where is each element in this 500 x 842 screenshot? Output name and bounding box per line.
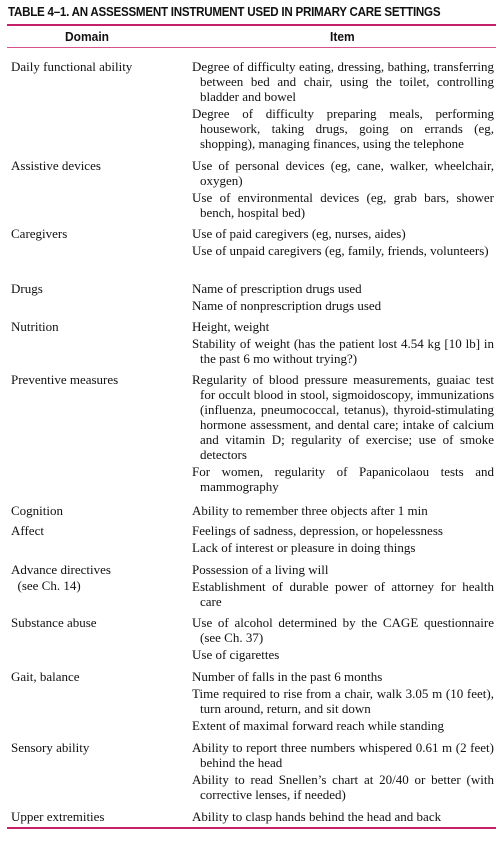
top-rule bbox=[7, 24, 496, 26]
row-domain: Sensory ability bbox=[11, 740, 90, 755]
row-item: Use of environmental devices (eg, grab bars, shower bench, hospital bed) bbox=[192, 190, 494, 220]
row-item: Ability to read Snellen’s chart at 20/40 or better (with corrective lenses, if needed) bbox=[192, 772, 494, 802]
row-domain: Substance abuse bbox=[11, 615, 97, 630]
row-domain: Drugs bbox=[11, 281, 43, 296]
row-item: Height, weight bbox=[192, 319, 270, 334]
row-items bbox=[192, 809, 494, 826]
row-item: Time required to rise from a chair, walk 3.05 m (10 feet), turn around, return, and sit down bbox=[192, 686, 494, 716]
row-item: Establishment of durable power of attorney for health care bbox=[192, 579, 494, 609]
row-item: Number of falls in the past 6 months bbox=[192, 669, 383, 684]
row-domain: Affect bbox=[11, 523, 44, 538]
row-item: Feelings of sadness, depression, or hopelessness bbox=[192, 523, 443, 538]
row-item: Ability to clasp hands behind the head and back bbox=[192, 809, 442, 824]
row-items bbox=[192, 59, 494, 153]
row-item: Use of unpaid caregivers (eg, family, friends, volunteers) bbox=[192, 243, 489, 258]
row-items bbox=[192, 226, 494, 260]
row-item: Use of cigarettes bbox=[192, 647, 280, 662]
row-items bbox=[192, 319, 494, 368]
row-item: Degree of difficulty preparing meals, performing housework, taking drugs, going on errands (eg, shopping), managing finances, using the telephone bbox=[192, 106, 494, 151]
row-items bbox=[192, 669, 494, 735]
table-title: TABLE 4–1. AN ASSESSMENT INSTRUMENT USED IN PRIMARY CARE SETTINGS bbox=[8, 5, 441, 20]
row-domain: Preventive measures bbox=[11, 372, 119, 387]
row-item: Use of alcohol determined by the CAGE questionnaire (see Ch. 37) bbox=[192, 615, 494, 645]
row-item: Lack of interest or pleasure in doing things bbox=[192, 540, 416, 555]
header-rule bbox=[7, 47, 496, 48]
row-item: Regularity of blood pressure measurements, guaiac test for occult blood in stool, sigmoidoscopy, immunizations (influenza, pneumococcal, tetanus), thyroid-stimulating hormone assessment, and dental care; intake of calcium and vitamin D; regularity of exercise; use of smoke detectors bbox=[192, 372, 494, 462]
row-item: Possession of a living will bbox=[192, 562, 329, 577]
row-item: For women, regularity of Papanicolaou tests and mammography bbox=[192, 464, 494, 494]
row-domain: Advance directives (see Ch. 14) bbox=[11, 562, 111, 593]
row-domain: Daily functional ability bbox=[11, 59, 133, 74]
row-items bbox=[192, 503, 494, 520]
row-item: Ability to report three numbers whispered 0.61 m (2 feet) behind the head bbox=[192, 740, 494, 770]
row-items bbox=[192, 158, 494, 222]
row-domain: Gait, balance bbox=[11, 669, 80, 684]
row-item: Name of nonprescription drugs used bbox=[192, 298, 382, 313]
row-item: Ability to remember three objects after 1 min bbox=[192, 503, 428, 518]
row-item: Degree of difficulty eating, dressing, bathing, transferring between bed and chair, using the toilet, controlling bladder and bowel bbox=[192, 59, 494, 104]
row-items bbox=[192, 615, 494, 664]
row-items bbox=[192, 562, 494, 611]
row-items bbox=[192, 372, 494, 496]
column-header-item: Item bbox=[330, 29, 355, 45]
row-item: Use of personal devices (eg, cane, walker, wheelchair, oxygen) bbox=[192, 158, 494, 188]
row-domain: Nutrition bbox=[11, 319, 59, 334]
row-items bbox=[192, 281, 494, 315]
row-domain: Upper extremities bbox=[11, 809, 105, 824]
row-domain: Caregivers bbox=[11, 226, 68, 241]
bottom-rule bbox=[7, 827, 496, 829]
row-items bbox=[192, 740, 494, 804]
row-items bbox=[192, 523, 494, 557]
column-header-domain: Domain bbox=[65, 29, 110, 45]
row-item: Use of paid caregivers (eg, nurses, aides) bbox=[192, 226, 406, 241]
row-item: Stability of weight (has the patient lost 4.54 kg [10 lb] in the past 6 mo without trying?) bbox=[192, 336, 494, 366]
row-domain: Cognition bbox=[11, 503, 64, 518]
row-domain: Assistive devices bbox=[11, 158, 101, 173]
row-item: Name of prescription drugs used bbox=[192, 281, 362, 296]
row-item: Extent of maximal forward reach while standing bbox=[192, 718, 444, 733]
